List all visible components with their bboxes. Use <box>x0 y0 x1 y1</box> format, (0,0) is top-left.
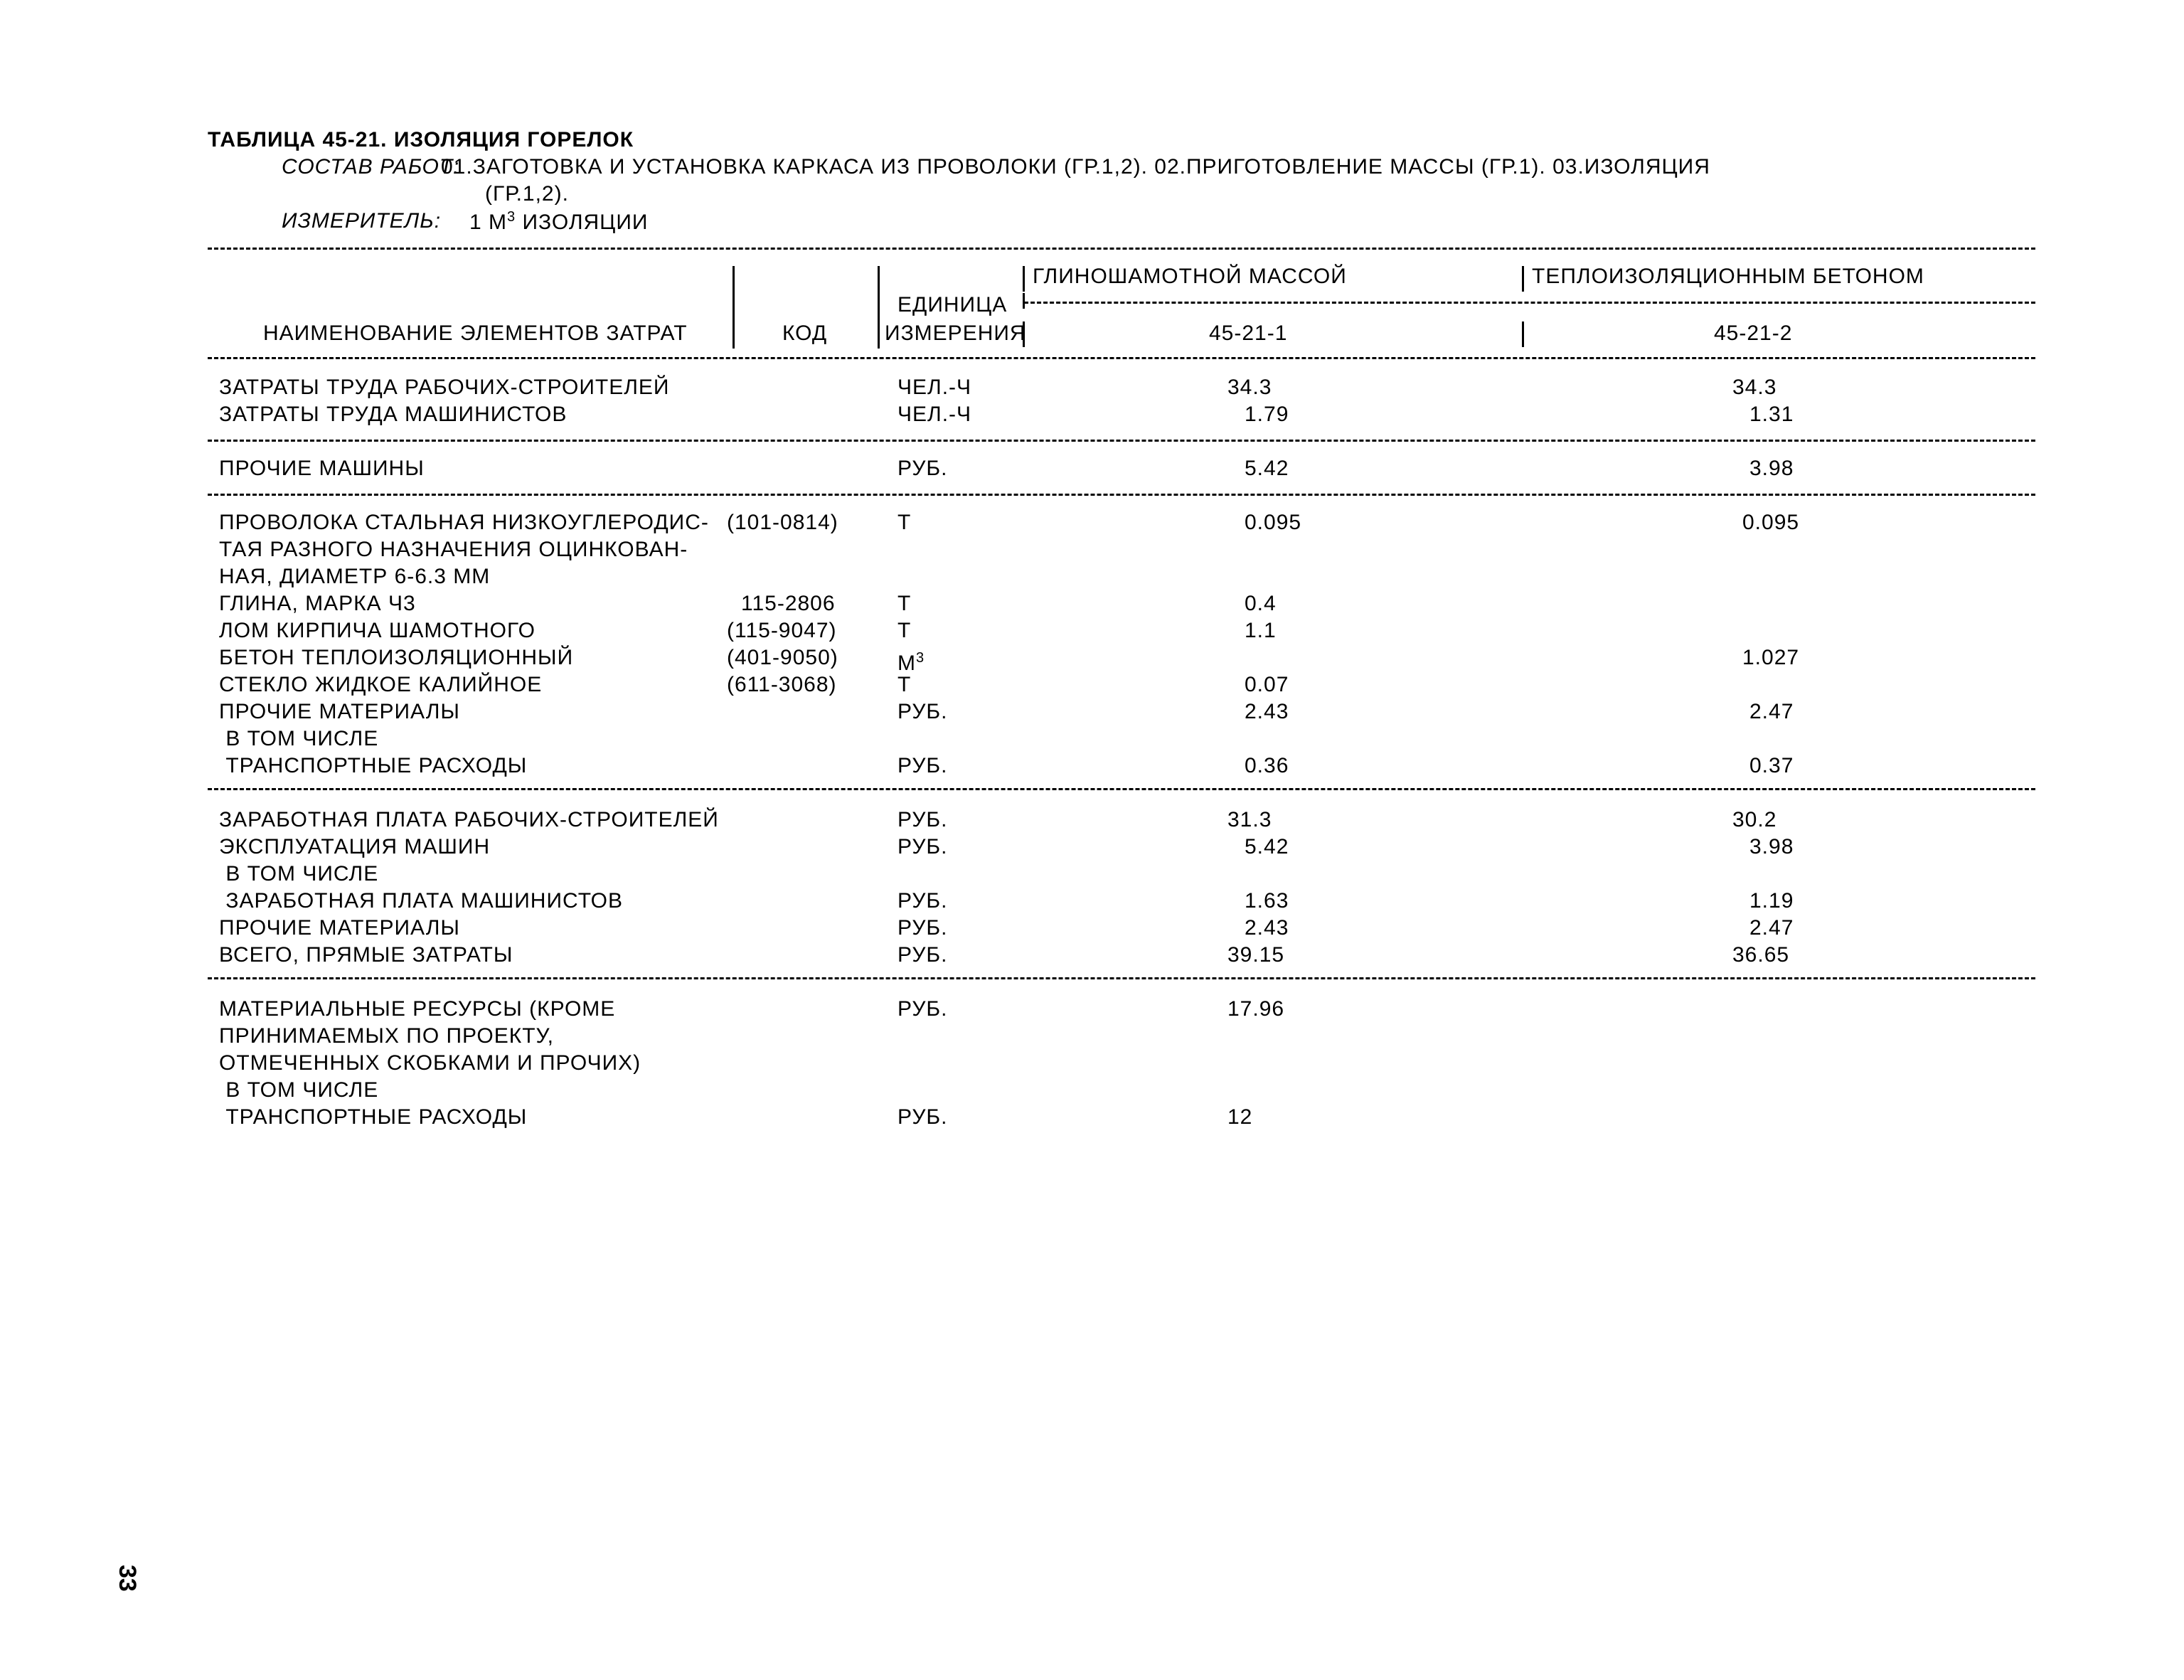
header-divider-group1-top <box>1023 266 1025 292</box>
work-composition-label: СОСТАВ РАБОТ: <box>282 155 460 179</box>
header-divider-unit-right <box>1023 293 1025 309</box>
row-unit: ЧЕЛ.-Ч <box>897 403 972 426</box>
work-composition-text-continued: (ГР.1,2). <box>485 182 569 206</box>
row-name: ЗАРАБОТНАЯ ПЛАТА РАБОЧИХ-СТРОИТЕЛЕЙ <box>219 808 719 831</box>
row-unit-power: 3 <box>916 650 925 666</box>
row-name: ТАЯ РАЗНОГО НАЗНАЧЕНИЯ ОЦИНКОВАН- <box>219 538 688 561</box>
row-unit: РУБ. <box>897 997 948 1021</box>
row-name: ПРОВОЛОКА СТАЛЬНАЯ НИЗКОУГЛЕРОДИС- <box>219 511 709 534</box>
row-value-2: 1.31 <box>1749 403 1794 426</box>
row-unit: Т <box>897 511 912 534</box>
row-value-2: 30.2 <box>1732 808 1777 831</box>
row-value-2: 1.027 <box>1742 646 1800 669</box>
column-group2-header: ТЕПЛОИЗОЛЯЦИОННЫМ БЕТОНОМ <box>1532 265 1924 288</box>
row-name: ТРАНСПОРТНЫЕ РАСХОДЫ <box>219 754 528 777</box>
row-value-1: 2.43 <box>1245 916 1289 940</box>
row-value-1: 5.42 <box>1245 457 1289 480</box>
row-unit: РУБ. <box>897 457 948 480</box>
row-name: ГЛИНА, МАРКА Ч3 <box>219 592 416 615</box>
row-value-1: 0.36 <box>1245 754 1289 777</box>
row-value-1: 0.07 <box>1245 673 1289 696</box>
row-value-1: 1.63 <box>1245 889 1289 913</box>
column-code1-header: 45-21-1 <box>1209 321 1288 345</box>
row-unit: РУБ. <box>897 916 948 940</box>
header-divider-unit <box>878 266 880 349</box>
column-unit-header-line2: ИЗМЕРЕНИЯ <box>885 321 1026 345</box>
row-code: (101-0814) <box>727 511 838 534</box>
row-unit: Т <box>897 619 912 642</box>
row-unit: Т <box>897 673 912 696</box>
row-name: ЗАРАБОТНАЯ ПЛАТА МАШИНИСТОВ <box>219 889 624 913</box>
row-value-1: 12 <box>1227 1105 1253 1129</box>
row-name: В ТОМ ЧИСЛЕ <box>219 862 379 886</box>
row-unit: РУБ. <box>897 943 948 967</box>
header-bottom-rule <box>208 357 2035 359</box>
row-unit: Т <box>897 592 912 615</box>
measure-value-suffix: ИЗОЛЯЦИИ <box>516 211 649 234</box>
section-rule-4 <box>208 977 2035 979</box>
header-divider-group2-top <box>1522 266 1524 292</box>
row-unit: РУБ. <box>897 835 948 858</box>
row-unit-base: М <box>897 652 916 675</box>
row-name: В ТОМ ЧИСЛЕ <box>219 1078 379 1102</box>
row-value-2: 36.65 <box>1732 943 1790 967</box>
column-unit-header-line1: ЕДИНИЦА <box>897 293 1008 317</box>
row-value-1: 39.15 <box>1227 943 1285 967</box>
row-name: ОТМЕЧЕННЫХ СКОБКАМИ И ПРОЧИХ) <box>219 1051 641 1075</box>
row-name: ПРОЧИЕ МАТЕРИАЛЫ <box>219 916 460 940</box>
measure-label: ИЗМЕРИТЕЛЬ: <box>282 209 442 233</box>
page-number: 33 <box>114 1565 141 1592</box>
row-unit: РУБ. <box>897 700 948 723</box>
row-value-1: 1.79 <box>1245 403 1289 426</box>
row-name: ЗАТРАТЫ ТРУДА МАШИНИСТОВ <box>219 403 568 426</box>
row-name: БЕТОН ТЕПЛОИЗОЛЯЦИОННЫЙ <box>219 646 574 669</box>
row-value-2: 34.3 <box>1732 376 1777 399</box>
work-composition-text: 01.ЗАГОТОВКА И УСТАНОВКА КАРКАСА ИЗ ПРОВОЛОКИ (ГР.1,2). 02.ПРИГОТОВЛЕНИЕ МАССЫ (ГР.1). 03.ИЗОЛЯЦИЯ <box>441 155 1710 179</box>
row-value-2: 0.37 <box>1749 754 1794 777</box>
row-value-2: 2.47 <box>1749 700 1794 723</box>
row-unit: РУБ. <box>897 754 948 777</box>
section-rule-2 <box>208 494 2035 496</box>
row-name: ЛОМ КИРПИЧА ШАМОТНОГО <box>219 619 536 642</box>
group-header-rule <box>1024 302 2035 304</box>
section-rule-3 <box>208 788 2035 790</box>
row-name: В ТОМ ЧИСЛЕ <box>219 727 379 750</box>
header-divider-group2-bottom <box>1522 321 1524 347</box>
measure-value-power: 3 <box>507 209 516 225</box>
row-unit: ЧЕЛ.-Ч <box>897 376 972 399</box>
row-value-2: 3.98 <box>1749 457 1794 480</box>
row-value-1: 0.4 <box>1245 592 1277 615</box>
row-value-1: 34.3 <box>1227 376 1272 399</box>
row-unit: РУБ. <box>897 1105 948 1129</box>
row-value-1: 1.1 <box>1245 619 1277 642</box>
section-rule-1 <box>208 440 2035 442</box>
row-unit: РУБ. <box>897 808 948 831</box>
row-code: (115-9047) <box>727 619 837 642</box>
row-value-1: 0.095 <box>1245 511 1302 534</box>
row-name: ПРИНИМАЕМЫХ ПО ПРОЕКТУ, <box>219 1024 554 1048</box>
table-title: ТАБЛИЦА 45-21. ИЗОЛЯЦИЯ ГОРЕЛОК <box>208 128 634 151</box>
header-divider-code <box>733 266 735 349</box>
column-code-header: КОД <box>782 321 828 345</box>
row-name: ВСЕГО, ПРЯМЫЕ ЗАТРАТЫ <box>219 943 513 967</box>
row-value-1: 31.3 <box>1227 808 1272 831</box>
row-name: НАЯ, ДИАМЕТР 6-6.3 ММ <box>219 565 491 588</box>
row-code: (611-3068) <box>727 673 837 696</box>
row-name: ЗАТРАТЫ ТРУДА РАБОЧИХ-СТРОИТЕЛЕЙ <box>219 376 670 399</box>
row-name: ПРОЧИЕ МАТЕРИАЛЫ <box>219 700 460 723</box>
row-unit: РУБ. <box>897 889 948 913</box>
row-name: СТЕКЛО ЖИДКОЕ КАЛИЙНОЕ <box>219 673 543 696</box>
row-value-2: 3.98 <box>1749 835 1794 858</box>
row-value-1: 5.42 <box>1245 835 1289 858</box>
row-name: ЭКСПЛУАТАЦИЯ МАШИН <box>219 835 491 858</box>
row-code: 115-2806 <box>741 592 836 615</box>
column-name-header: НАИМЕНОВАНИЕ ЭЛЕМЕНТОВ ЗАТРАТ <box>263 321 688 345</box>
measure-value <box>469 209 649 235</box>
table-top-rule <box>208 248 2035 250</box>
row-code: (401-9050) <box>727 646 838 669</box>
row-value-1: 17.96 <box>1227 997 1285 1021</box>
measure-value-base: 1 М <box>469 211 508 234</box>
row-value-2: 0.095 <box>1742 511 1800 534</box>
row-name: МАТЕРИАЛЬНЫЕ РЕСУРСЫ (КРОМЕ <box>219 997 616 1021</box>
row-value-2: 1.19 <box>1749 889 1794 913</box>
row-name: ПРОЧИЕ МАШИНЫ <box>219 457 425 480</box>
column-group1-header: ГЛИНОШАМОТНОЙ МАССОЙ <box>1033 265 1347 288</box>
row-name: ТРАНСПОРТНЫЕ РАСХОДЫ <box>219 1105 528 1129</box>
row-value-2: 2.47 <box>1749 916 1794 940</box>
column-code2-header: 45-21-2 <box>1714 321 1793 345</box>
row-value-1: 2.43 <box>1245 700 1289 723</box>
